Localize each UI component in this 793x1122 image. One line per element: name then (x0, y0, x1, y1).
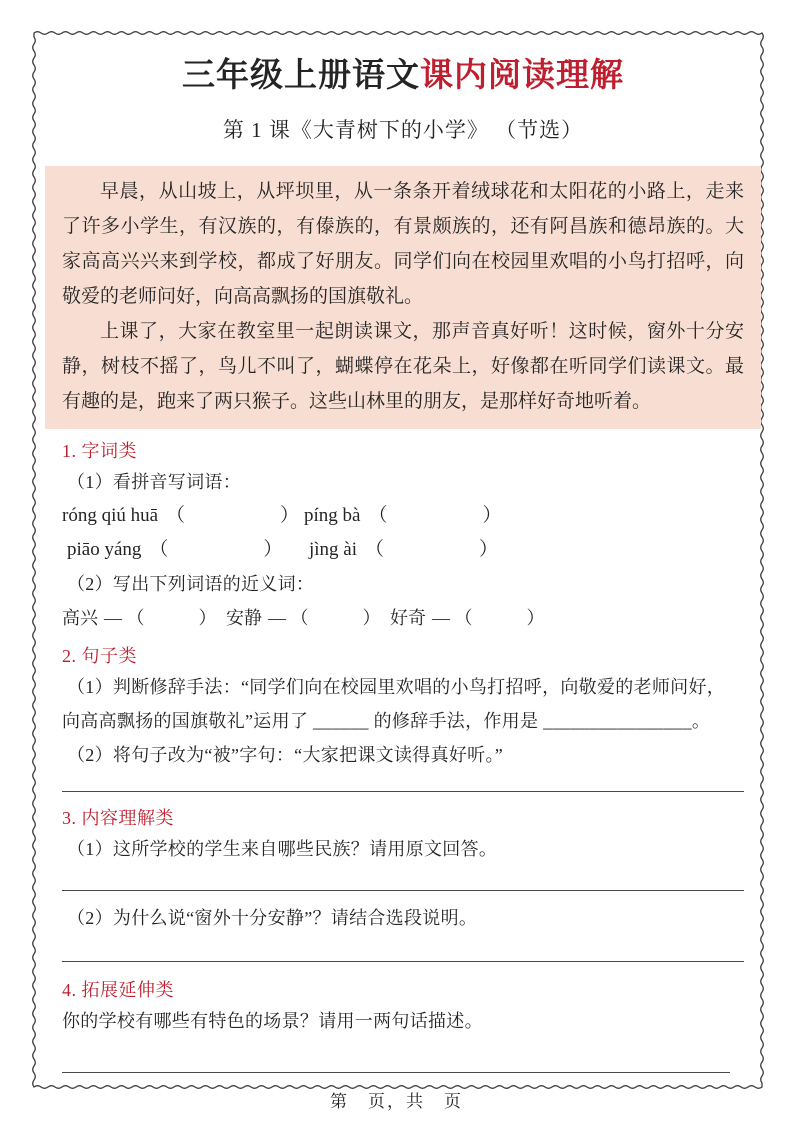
worksheet-content (62, 54, 744, 1073)
answer-line (62, 1072, 730, 1073)
passage-paragraph-2: 上课了，大家在教室里一起朗读课文，那声音真好听！这时候，窗外十分安静，树枝不摇了，鸟儿不叫了，蝴蝶停在花朵上，好像都在听同学们读课文。最有趣的是，跑来了两只猴子。这些山林里的朋友，是那样好奇地听着。 (62, 321, 744, 412)
answer-bracket: （ ） (365, 539, 499, 560)
section-3-heading: 3. 内容理解类 (62, 808, 174, 828)
passage-paragraph-1: 早晨，从山坡上，从坪坝里，从一条条开着绒球花和太阳花的小路上，走来了许多小学生，有汉族的，有傣族的，有景颇族的，还有阿昌族和德昂族的。大家高高兴兴来到学校，都成了好朋友。同学们向在校园里欢唱的小鸟打招呼，向敬爱的老师问好，向高高飘扬的国旗敬礼。 (62, 181, 744, 307)
section-2-question-2: （2）将句子改为“被”字句：“大家把课文读得真好听。” (67, 745, 504, 765)
synonym-item (390, 601, 554, 635)
synonym-word: 高兴 (62, 608, 98, 628)
page-title (62, 54, 744, 98)
section-3-question-1: （1）这所学校的学生来自哪些民族？请用原文回答。 (67, 839, 498, 859)
pinyin-text: róng qiú huā (62, 505, 159, 526)
pinyin-item (62, 533, 309, 567)
synonym-word: 安静 (226, 608, 262, 628)
pinyin-text: píng bà (304, 505, 361, 526)
answer-line (62, 961, 744, 962)
page-number-footer: 第 页，共 页 (330, 1092, 463, 1111)
synonym-item (62, 601, 226, 635)
pinyin-row-1 (62, 499, 744, 533)
section-2-question-1-line-2: 向高高飘扬的国旗敬礼”运用了 ______ 的修辞手法，作用是 ________________。 (62, 711, 711, 731)
pinyin-row-2 (62, 533, 744, 567)
answer-bracket: （ ） (368, 505, 502, 526)
answer-bracket: — （ ） (268, 608, 381, 628)
section-4-question-1: 你的学校有哪些有特色的场景？请用一两句话描述。 (62, 1011, 483, 1031)
section-3-question-2: （2）为什么说“窗外十分安静”？请结合选段说明。 (67, 908, 478, 928)
synonym-item (226, 601, 390, 635)
section-2-heading: 2. 句子类 (62, 646, 137, 666)
page-title-main: 三年级上册语文 (182, 58, 420, 94)
answer-bracket: （ ） (149, 539, 283, 560)
pinyin-item (62, 499, 304, 533)
answer-bracket: （ ） (166, 505, 300, 526)
section-1-item-1-label: （1）看拼音写词语： (67, 472, 241, 492)
answer-line (62, 890, 744, 891)
answer-line (62, 791, 744, 792)
section-2-question-1-line-1: （1）判断修辞手法：“同学们向在校园里欢唱的小鸟打招呼，向敬爱的老师问好， (67, 677, 726, 697)
pinyin-text: jìng ài (309, 539, 358, 560)
pinyin-text: piāo yáng (67, 539, 142, 560)
reading-passage (45, 166, 761, 429)
section-1-heading: 1. 字词类 (62, 441, 137, 461)
pinyin-item (309, 533, 498, 567)
pinyin-item (304, 499, 501, 533)
answer-bracket: — （ ） (432, 608, 545, 628)
synonym-row (62, 601, 744, 635)
answer-bracket: — （ ） (104, 608, 217, 628)
section-1-item-2-label: （2）写出下列词语的近义词： (67, 574, 315, 594)
section-4-heading: 4. 拓展延伸类 (62, 980, 174, 1000)
synonym-word: 好奇 (390, 608, 426, 628)
page-title-accent: 课内阅读理解 (420, 58, 624, 94)
lesson-subtitle: 第 1 课《大青树下的小学》 （节选） (222, 118, 584, 142)
